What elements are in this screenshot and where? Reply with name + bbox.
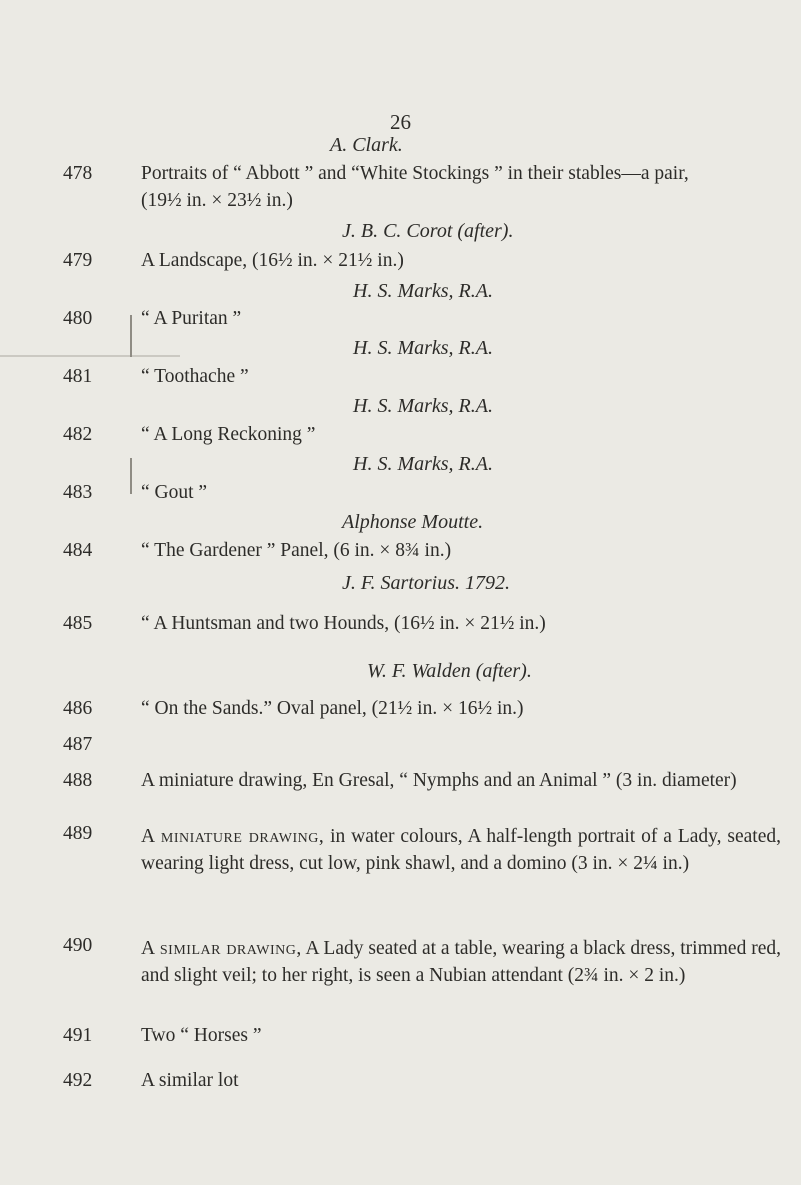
lot-number: 491: [63, 1025, 93, 1046]
lot-description: “ Toothache ”: [141, 366, 249, 387]
lot-lead: A similar drawing,: [141, 938, 302, 959]
lot-number: 490: [63, 935, 93, 956]
artist-name: J. F. Sartorius. 1792.: [342, 572, 510, 594]
lot-description: Portraits of “ Abbott ” and “White Stockings ” in their stables—a pair,: [141, 163, 689, 184]
lot-number: 489: [63, 823, 93, 844]
artist-name: A. Clark.: [330, 134, 403, 156]
lot-description: “ Gout ”: [141, 482, 208, 503]
lot-number: 481: [63, 366, 93, 387]
margin-mark: [130, 458, 132, 494]
artist-name: H. S. Marks, R.A.: [353, 395, 493, 417]
lot-text: in water colours, A half-length portrait of a Lady, seated, wearing light dress, cut low, pink shawl, and a domino (3 in. × 2¼ in.): [141, 826, 781, 874]
artist-name: Alphonse Moutte.: [342, 511, 484, 533]
lot-description: A miniature drawing, En Gresal, “ Nymphs and an Animal ” (3 in. diameter): [141, 770, 737, 791]
page-number: 26: [390, 110, 411, 134]
lot-description: “ A Puritan ”: [141, 308, 242, 329]
lot-description: “ A Huntsman and two Hounds, (16½ in. × 21½ in.): [141, 613, 546, 634]
lot-lead: A miniature drawing,: [141, 826, 325, 847]
lot-number: 482: [63, 424, 93, 445]
lot-description: A similar lot: [141, 1070, 239, 1091]
lot-description: [141, 823, 781, 877]
lot-text: A Lady seated at a table, wearing a black dress, trimmed red, and slight veil; to her right, is seen a Nubian attendant (2¾ in. × 2 in.): [141, 938, 781, 986]
lot-number: 479: [63, 250, 93, 271]
margin-mark: [0, 355, 180, 357]
lot-description: [141, 935, 781, 989]
margin-mark: [130, 315, 132, 357]
lot-description: A Landscape, (16½ in. × 21½ in.): [141, 250, 404, 271]
artist-name: H. S. Marks, R.A.: [353, 337, 493, 359]
lot-number: 486: [63, 698, 93, 719]
lot-size: (19½ in. × 23½ in.): [141, 190, 293, 211]
lot-number: 480: [63, 308, 93, 329]
lot-number: 485: [63, 613, 93, 634]
lot-number: 483: [63, 482, 93, 503]
lot-number: 487: [63, 734, 93, 755]
lot-number: 478: [63, 163, 93, 184]
lot-description: Two “ Horses ”: [141, 1025, 262, 1046]
lot-description: “ On the Sands.” Oval panel, (21½ in. × 16½ in.): [141, 698, 524, 719]
artist-name: H. S. Marks, R.A.: [353, 280, 493, 302]
lot-number: 488: [63, 770, 93, 791]
artist-name: J. B. C. Corot (after).: [342, 220, 514, 242]
lot-description: “ A Long Reckoning ”: [141, 424, 316, 445]
lot-number: 484: [63, 540, 93, 561]
lot-number: 492: [63, 1070, 93, 1091]
artist-name: H. S. Marks, R.A.: [353, 453, 493, 475]
artist-name: W. F. Walden (after).: [367, 660, 532, 682]
lot-description: “ The Gardener ” Panel, (6 in. × 8¾ in.): [141, 540, 452, 561]
